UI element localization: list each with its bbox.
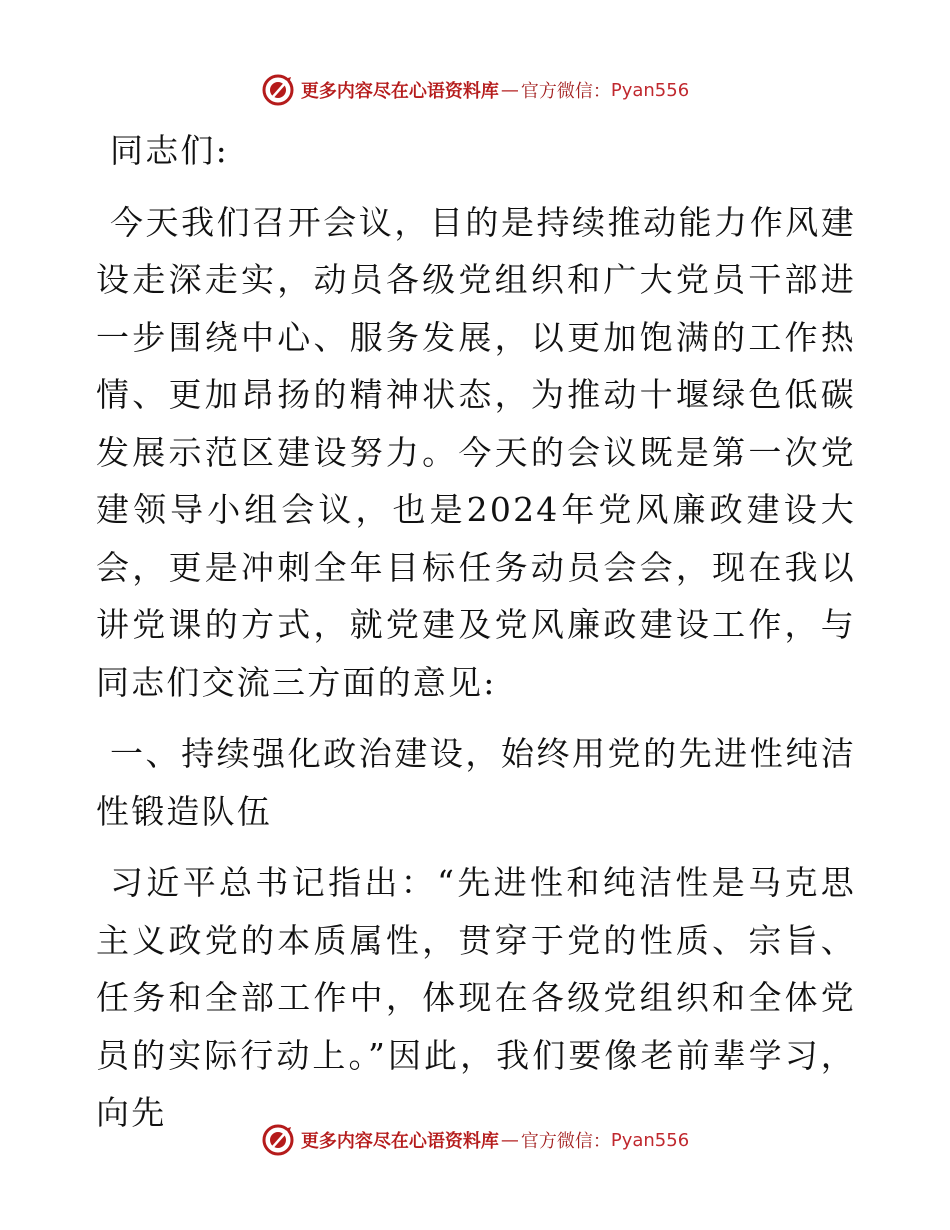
paragraph-intro: 今天我们召开会议，目的是持续推动能力作风建设走深走实，动员各级党组织和广大党员干部进一步围绕中心、服务发展，以更加饱满的工作热情、更加昂扬的精神状态，为推动十堰绿色低碳发展示范区建设努力。今天的会议既是第一次党建领导小组会议，也是2024年党风廉政建设大会，更是冲刺全年目标任务动员会会，现在我以讲党课的方式，就党建及党风廉政建设工作，与同志们交流三方面的意见: — [96, 202, 856, 702]
greeting: 同志们: — [110, 131, 229, 170]
section-heading-1: 一、持续强化政治建设，始终用党的先进性纯洁性锻造队伍 — [96, 734, 856, 831]
header-watermark — [0, 70, 950, 110]
footer-watermark — [0, 1120, 950, 1160]
pen-circle-icon — [261, 73, 295, 107]
watermark-wechat-id: Pyan556 — [610, 1129, 690, 1151]
watermark-label: 官方微信： — [520, 1131, 611, 1152]
watermark-label: 官方微信： — [520, 81, 611, 102]
watermark-separator: — — [500, 79, 519, 101]
watermark-separator: — — [500, 1129, 519, 1151]
paragraph-section-1: 习近平总书记指出：“先进性和纯洁性是马克思主义政党的本质属性，贯穿于党的性质、宗旨、任务和全部工作中，体现在各级党组织和全体党员的实际行动上。”因此，我们要像老前辈学习，向先 — [96, 863, 856, 1132]
watermark-main-text: 更多内容尽在心语资料库 — [300, 81, 499, 102]
document-body — [96, 122, 856, 1142]
watermark-main-text: 更多内容尽在心语资料库 — [300, 1131, 499, 1152]
watermark-wechat-id: Pyan556 — [610, 79, 690, 101]
pen-circle-icon — [261, 1123, 295, 1157]
